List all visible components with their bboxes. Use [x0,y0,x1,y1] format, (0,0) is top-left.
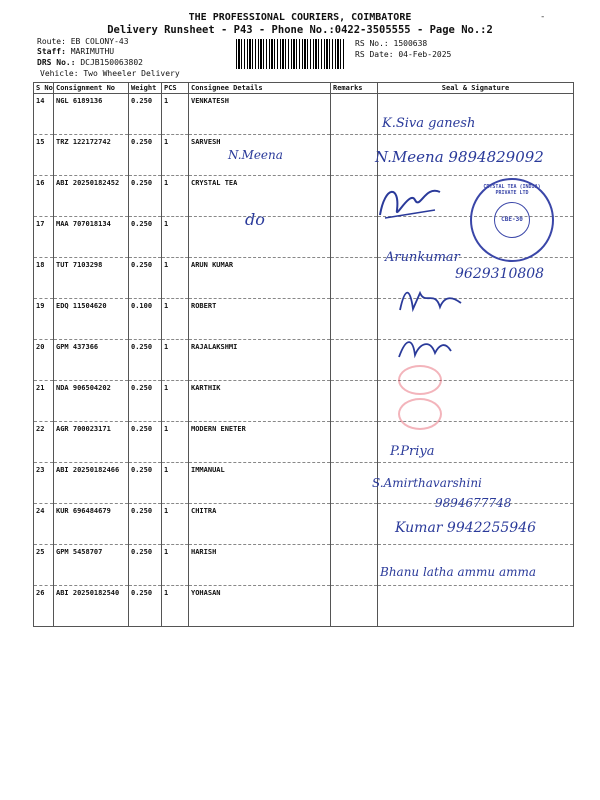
table-row [34,422,574,463]
company-name: THE PROFESSIONAL COURIERS, COIMBATORE [188,12,412,23]
remarks [331,545,378,586]
remarks [331,381,378,422]
rs-date: RS Date: 04-Feb-2025 [355,50,452,59]
phone-row-18: 9629310808 [455,266,545,282]
sno: 26 [34,586,54,627]
ditto-mark-17: do [245,210,265,229]
company-seal-stamp [470,178,554,262]
pcs: 1 [162,545,189,586]
col-signature: Seal & Signature [378,83,574,94]
route: Route: EB COLONY-43 [37,37,129,46]
signature-row-24: S.Amirthavarshini [372,476,482,490]
sno: 20 [34,340,54,381]
signature-scribble-20 [395,335,455,363]
pcs: 1 [162,586,189,627]
weight: 0.250 [129,258,162,299]
table-row [34,586,574,627]
consignment-no: GPM 437366 [54,340,129,381]
faint-stamp-22 [398,398,442,430]
signature-scribble-19 [395,285,465,315]
consignee: ARUN KUMAR [189,258,331,299]
remarks [331,299,378,340]
consignment-no: KUR 696484679 [54,504,129,545]
consignee: VENKATESH [189,94,331,135]
weight: 0.250 [129,586,162,627]
weight: 0.250 [129,545,162,586]
pcs: 1 [162,340,189,381]
drs-value: DCJB150063802 [80,58,143,67]
consignee: MODERN ENETER [189,422,331,463]
consignee: CHITRA [189,504,331,545]
consignment-no: TRZ 122172742 [54,135,129,176]
table-row [34,94,574,135]
col-sno: S No [34,83,54,94]
consignment-no: AGR 700023171 [54,422,129,463]
consignee: CRYSTAL TEA [189,176,331,217]
sno: 23 [34,463,54,504]
pcs: 1 [162,217,189,258]
consignee: RAJALAKSHMI [189,340,331,381]
consignment-no: TUT 7103298 [54,258,129,299]
col-weight: Weight [129,83,162,94]
signature-cell [378,586,574,627]
weight: 0.250 [129,504,162,545]
drs-number [37,58,143,67]
signature-row-23: P.Priya [390,444,435,459]
remarks [331,504,378,545]
consignment-no: ABI 20250182452 [54,176,129,217]
col-remarks: Remarks [331,83,378,94]
consignment-no: NGL 6189136 [54,94,129,135]
sno: 21 [34,381,54,422]
weight: 0.250 [129,94,162,135]
sno: 19 [34,299,54,340]
signature-row-14: K.Siva ganesh [382,116,476,131]
phone-row-24: 9894677748 [435,496,512,510]
weight: 0.250 [129,340,162,381]
remarks [331,463,378,504]
barcode [236,39,344,69]
col-consignee: Consignee Details [189,83,331,94]
consignee: ROBERT [189,299,331,340]
pcs: 1 [162,422,189,463]
stamp-ring-text: CRYSTAL TEA (INDIA) PRIVATE LTD [483,184,541,196]
signature-row-26: Bhanu latha ammu amma [380,565,537,579]
sno: 22 [34,422,54,463]
signature-scribble-16 [375,180,445,225]
pcs: 1 [162,299,189,340]
sno: 16 [34,176,54,217]
pcs: 1 [162,135,189,176]
col-consignment: Consignment No [54,83,129,94]
consignee: KARTHIK [189,381,331,422]
rs-number: RS No.: 1500638 [355,39,428,48]
sno: 15 [34,135,54,176]
staff-label: Staff: [37,47,66,56]
table-row [34,381,574,422]
remarks [331,340,378,381]
remarks [331,135,378,176]
weight: 0.250 [129,463,162,504]
drs-label: DRS No.: [37,58,76,67]
signature-row-18: Arunkumar [385,250,460,265]
sno: 24 [34,504,54,545]
weight: 0.250 [129,422,162,463]
handwritten-consignee-15: N.Meena [228,148,283,162]
vehicle: Vehicle: Two Wheeler Delivery [40,69,180,78]
corner-mark: - [540,12,546,22]
pcs: 1 [162,94,189,135]
remarks [331,422,378,463]
consignee: SARVESH [189,135,331,176]
remarks [331,258,378,299]
consignment-no: ABI 20250182466 [54,463,129,504]
remarks [331,176,378,217]
table-row [34,340,574,381]
sno: 18 [34,258,54,299]
signature-row-25: Kumar 9942255946 [395,520,537,536]
remarks [331,586,378,627]
table-row [34,299,574,340]
consignee: YOHASAN [189,586,331,627]
stamp-center-text: CBE-30 [494,202,530,238]
weight: 0.250 [129,135,162,176]
sno: 25 [34,545,54,586]
pcs: 1 [162,463,189,504]
weight: 0.250 [129,176,162,217]
staff-name: MARIMUTHU [70,47,115,56]
consignment-no: NDA 906504202 [54,381,129,422]
weight: 0.100 [129,299,162,340]
consignment-no: MAA 707018134 [54,217,129,258]
weight: 0.250 [129,217,162,258]
runsheet-title: Delivery Runsheet - P43 - Phone No.:0422-3505555 - Page No.:2 [107,24,493,36]
pcs: 1 [162,258,189,299]
sno: 17 [34,217,54,258]
consignee: IMMANUAL [189,463,331,504]
consignment-no: EDQ 11504620 [54,299,129,340]
consignment-no: GPM 5458707 [54,545,129,586]
remarks [331,94,378,135]
consignment-no: ABI 20250182540 [54,586,129,627]
pcs: 1 [162,381,189,422]
sno: 14 [34,94,54,135]
signature-row-15: N.Meena 9894829092 [375,148,544,166]
table-header [34,83,574,94]
remarks [331,217,378,258]
col-pcs: PCS [162,83,189,94]
pcs: 1 [162,504,189,545]
consignee: HARISH [189,545,331,586]
faint-stamp-21 [398,365,442,395]
weight: 0.250 [129,381,162,422]
pcs: 1 [162,176,189,217]
staff [37,47,114,56]
